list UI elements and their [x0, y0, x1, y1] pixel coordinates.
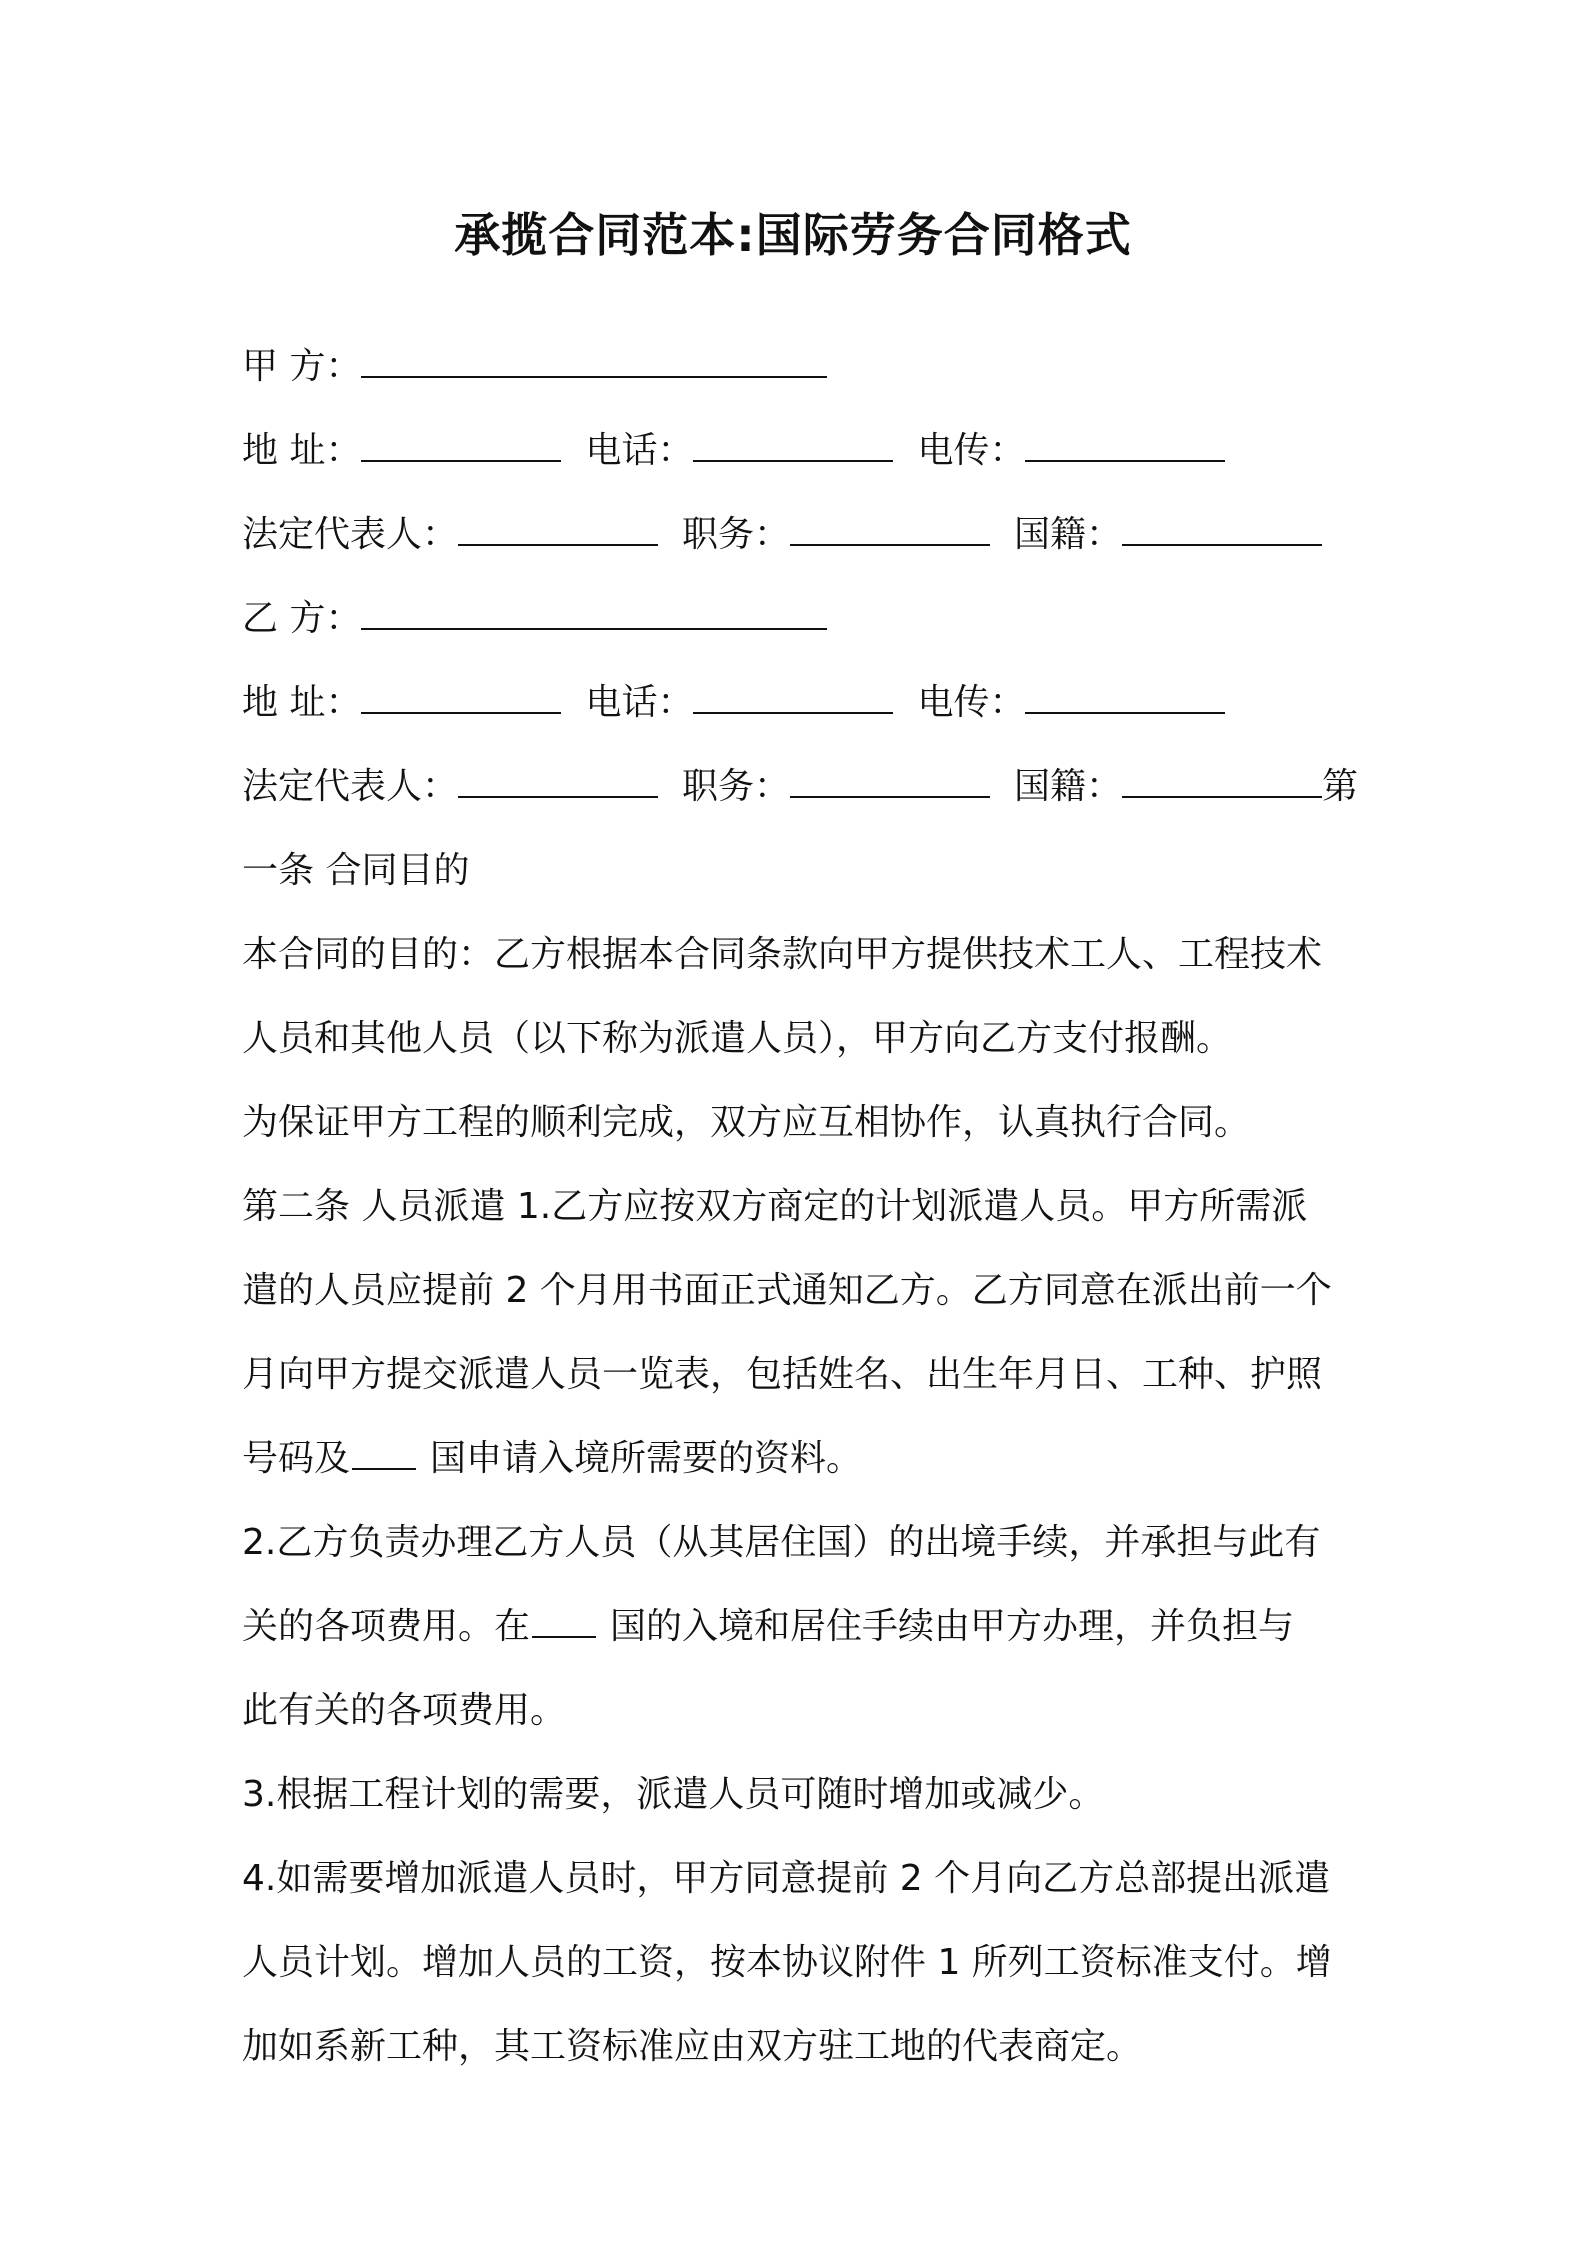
party-a-nationality-blank[interactable] [1122, 508, 1322, 546]
article1-para1-line2: 人员和其他人员（以下称为派遣人员），甲方向乙方支付报酬。 [242, 1018, 1233, 1059]
party-b-contact-line [242, 661, 1354, 745]
article1-heading: 一条 合同目的 [242, 850, 470, 891]
party-b-address-blank[interactable] [361, 676, 561, 714]
party-a-fax-label: 电传： [917, 430, 1026, 471]
party-b-label: 乙 方： [242, 598, 362, 639]
item4-line2: 人员计划。增加人员的工资，按本协议附件 1 所列工资标准支付。增 [242, 1942, 1332, 1983]
party-b-name-line [242, 577, 1354, 661]
party-a-fax-blank[interactable] [1025, 424, 1225, 462]
document-body [242, 325, 1359, 2089]
item3: 3.根据工程计划的需要，派遣人员可随时增加或减少。 [242, 1774, 1105, 1815]
party-b-fax-label: 电传： [917, 682, 1026, 723]
party-b-phone-label: 电话： [585, 682, 694, 723]
party-b-nationality-label: 国籍： [1014, 766, 1123, 807]
party-a-rep-field [242, 493, 658, 577]
article2-line4-part2: 国申请入境所需要的资料。 [430, 1438, 863, 1479]
item4-line3: 加如系新工种，其工资标准应由双方驻工地的代表商定。 [242, 2026, 1143, 2067]
party-b-name-blank[interactable] [361, 592, 827, 630]
party-a-fax-field [917, 409, 1225, 493]
item2-line3: 此有关的各项费用。 [242, 1690, 567, 1731]
party-b-address-label: 地 址： [242, 682, 362, 723]
party-b-fax-blank[interactable] [1025, 676, 1225, 714]
party-b-nationality-blank[interactable] [1122, 760, 1322, 798]
party-a-phone-label: 电话： [585, 430, 694, 471]
party-a-nationality-field [1014, 493, 1322, 577]
party-b-phone-field [585, 661, 893, 745]
article2-line4-part1: 号码及 [242, 1438, 351, 1479]
document-title: 承揽合同范本:国际劳务合同格式 [454, 208, 1132, 262]
article1-para1-line1: 本合同的目的：乙方根据本合同条款向甲方提供技术工人、工程技术 [242, 934, 1323, 975]
party-a-rep-label: 法定代表人： [242, 514, 459, 555]
party-a-contact-line [242, 409, 1354, 493]
party-b-position-field [682, 745, 990, 829]
party-a-address-blank[interactable] [361, 424, 561, 462]
article1-para2: 为保证甲方工程的顺利完成，双方应互相协作，认真执行合同。 [242, 1102, 1251, 1143]
item2-line2-part2: 国的入境和居住手续由甲方办理，并负担与 [610, 1606, 1295, 1647]
party-b-nationality-field [1014, 745, 1358, 829]
party-a-label: 甲 方： [242, 346, 362, 387]
article2-line4 [242, 1417, 1354, 1501]
party-b-position-blank[interactable] [790, 760, 990, 798]
party-b-rep-line [242, 745, 1359, 829]
party-b-position-label: 职务： [682, 766, 791, 807]
article2-line2: 遣的人员应提前 2 个月用书面正式通知乙方。乙方同意在派出前一个 [242, 1270, 1332, 1311]
party-b-rep-field [242, 745, 658, 829]
item2-line1: 2.乙方负责办理乙方人员（从其居住国）的出境手续，并承担与此有 [242, 1522, 1321, 1563]
party-b-address-field [242, 661, 561, 745]
party-a-rep-blank[interactable] [458, 508, 658, 546]
party-a-address-field [242, 409, 561, 493]
party-a-position-blank[interactable] [790, 508, 990, 546]
party-a-name-blank[interactable] [361, 340, 827, 378]
item2-line2-part1: 关的各项费用。在 [242, 1606, 531, 1647]
party-b-rep-label: 法定代表人： [242, 766, 459, 807]
party-a-position-label: 职务： [682, 514, 791, 555]
party-a-name-line [242, 325, 1354, 409]
country-blank-2[interactable] [532, 1600, 596, 1638]
item2-line2 [242, 1585, 1354, 1669]
party-b-fax-field [917, 661, 1225, 745]
country-blank-1[interactable] [352, 1432, 416, 1470]
item4-line1: 4.如需要增加派遣人员时，甲方同意提前 2 个月向乙方总部提出派遣 [242, 1858, 1331, 1899]
party-a-address-label: 地 址： [242, 430, 362, 471]
party-b-rep-blank[interactable] [458, 760, 658, 798]
party-a-nationality-label: 国籍： [1014, 514, 1123, 555]
party-a-position-field [682, 493, 990, 577]
party-a-rep-line [242, 493, 1354, 577]
party-b-phone-blank[interactable] [693, 676, 893, 714]
article1-number-prefix: 第 [1322, 766, 1359, 807]
article2-line1: 第二条 人员派遣 1.乙方应按双方商定的计划派遣人员。甲方所需派 [242, 1186, 1308, 1227]
party-a-phone-field [585, 409, 893, 493]
article2-line3: 月向甲方提交派遣人员一览表，包括姓名、出生年月日、工种、护照 [242, 1354, 1323, 1395]
party-a-phone-blank[interactable] [693, 424, 893, 462]
